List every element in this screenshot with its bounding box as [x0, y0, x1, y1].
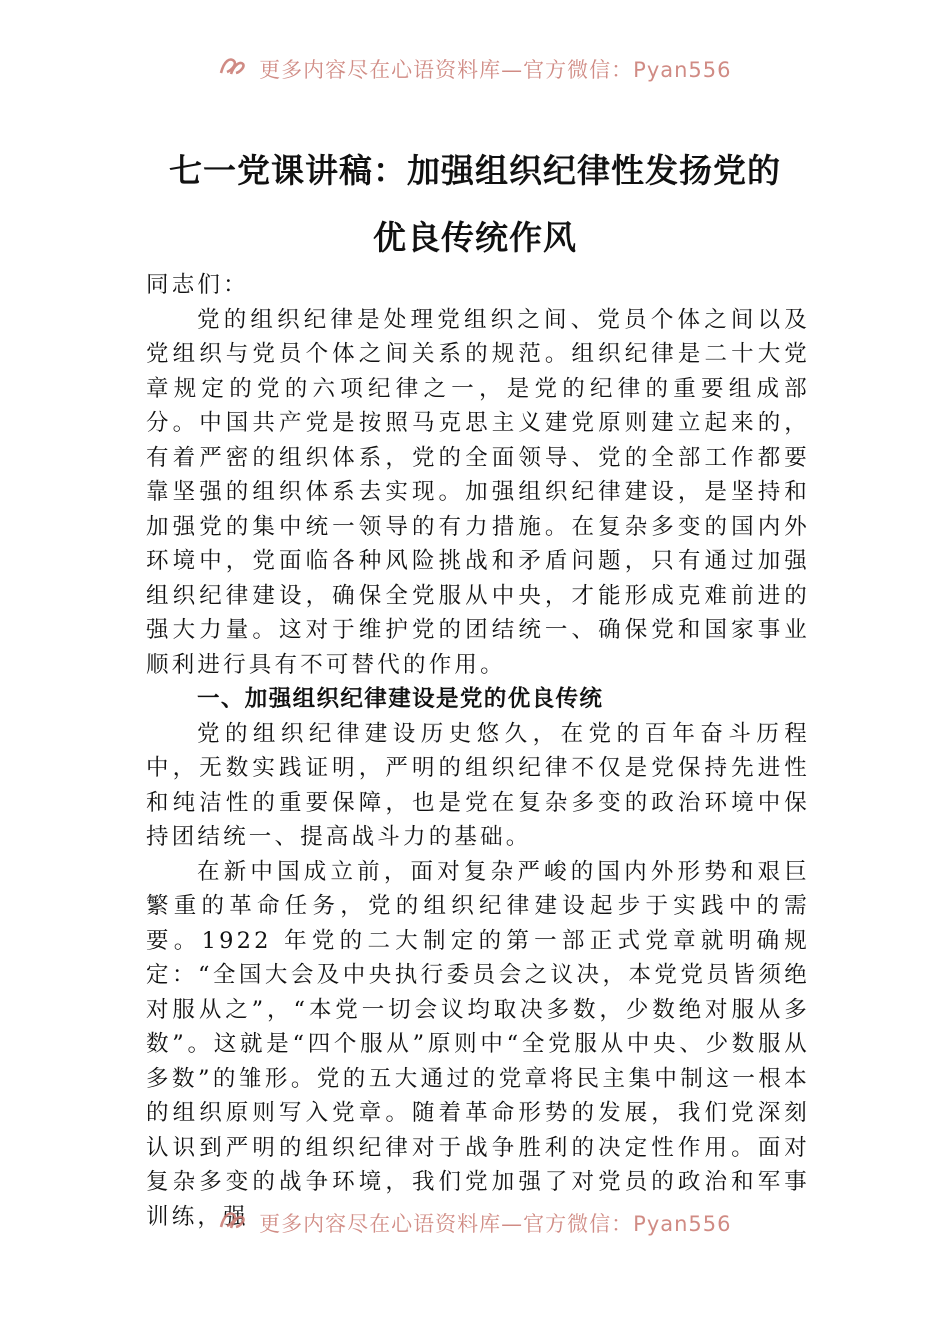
watermark-logo-icon: [218, 1207, 246, 1240]
paragraph-intro: 党的组织纪律是处理党组织之间、党员个体之间以及党组织与党员个体之间关系的规范。组织纪律是二十大党章规定的党的六项纪律之一，是党的纪律的重要组成部分。中国共产党是按照马克思主义建党原则建立起来的，有着严密的组织体系，党的全面领导、党的全部工作都要靠坚强的组织体系去实现。加强组织纪律建设，是坚持和加强党的集中统一领导的有力措施。在复杂多变的国内外环境中，党面临各种风险挑战和矛盾问题，只有通过加强组织纪律建设，确保全党服从中央，才能形成克难前进的强大力量。这对于维护党的团结统一、确保党和国家事业顺利进行具有不可替代的作用。: [146, 306, 810, 678]
document-body: [146, 268, 810, 1234]
paragraph-pre-1949: 在新中国成立前，面对复杂严峻的国内外形势和艰巨繁重的革命任务，党的组织纪律建设起步于实践中的需要。1922 年党的二大制定的第一部正式党章就明确规定：“全国大会及中央执行委员会之议决，本党党员皆须绝对服从之”，“本党一切会议均取决多数，少数绝对服从多数”。这就是“四个服从”原则中“全党服从中央、少数服从多数”的雏形。党的五大通过的党章将民主集中制这一根本的组织原则写入党章。随着革命形势的发展，我们党深刻认识到严明的组织纪律对于战争胜利的决定性作用。面对复杂多变的战争环境，我们党加强了对党员的政治和军事训练，强: [146, 858, 810, 1230]
watermark-header: [0, 52, 950, 86]
watermark-footer: [0, 1206, 950, 1240]
document-title-line-1: 七一党课讲稿：加强组织纪律性发扬党的: [169, 151, 781, 190]
paragraph-history: 党的组织纪律建设历史悠久，在党的百年奋斗历程中，无数实践证明，严明的组织纪律不仅是党保持先进性和纯洁性的重要保障，也是党在复杂多变的政治环境中保持团结统一、提高战斗力的基础。: [146, 720, 810, 850]
watermark-logo-icon: [218, 53, 246, 86]
section-heading-1: 一、加强组织纪律建设是党的优良传统: [197, 686, 604, 712]
salutation: 同志们：: [146, 272, 249, 298]
watermark-text: 更多内容尽在心语资料库—官方微信：Pyan556: [259, 1212, 732, 1236]
watermark-text: 更多内容尽在心语资料库—官方微信：Pyan556: [259, 58, 732, 82]
document-title-line-2: 优良传统作风: [373, 218, 577, 257]
